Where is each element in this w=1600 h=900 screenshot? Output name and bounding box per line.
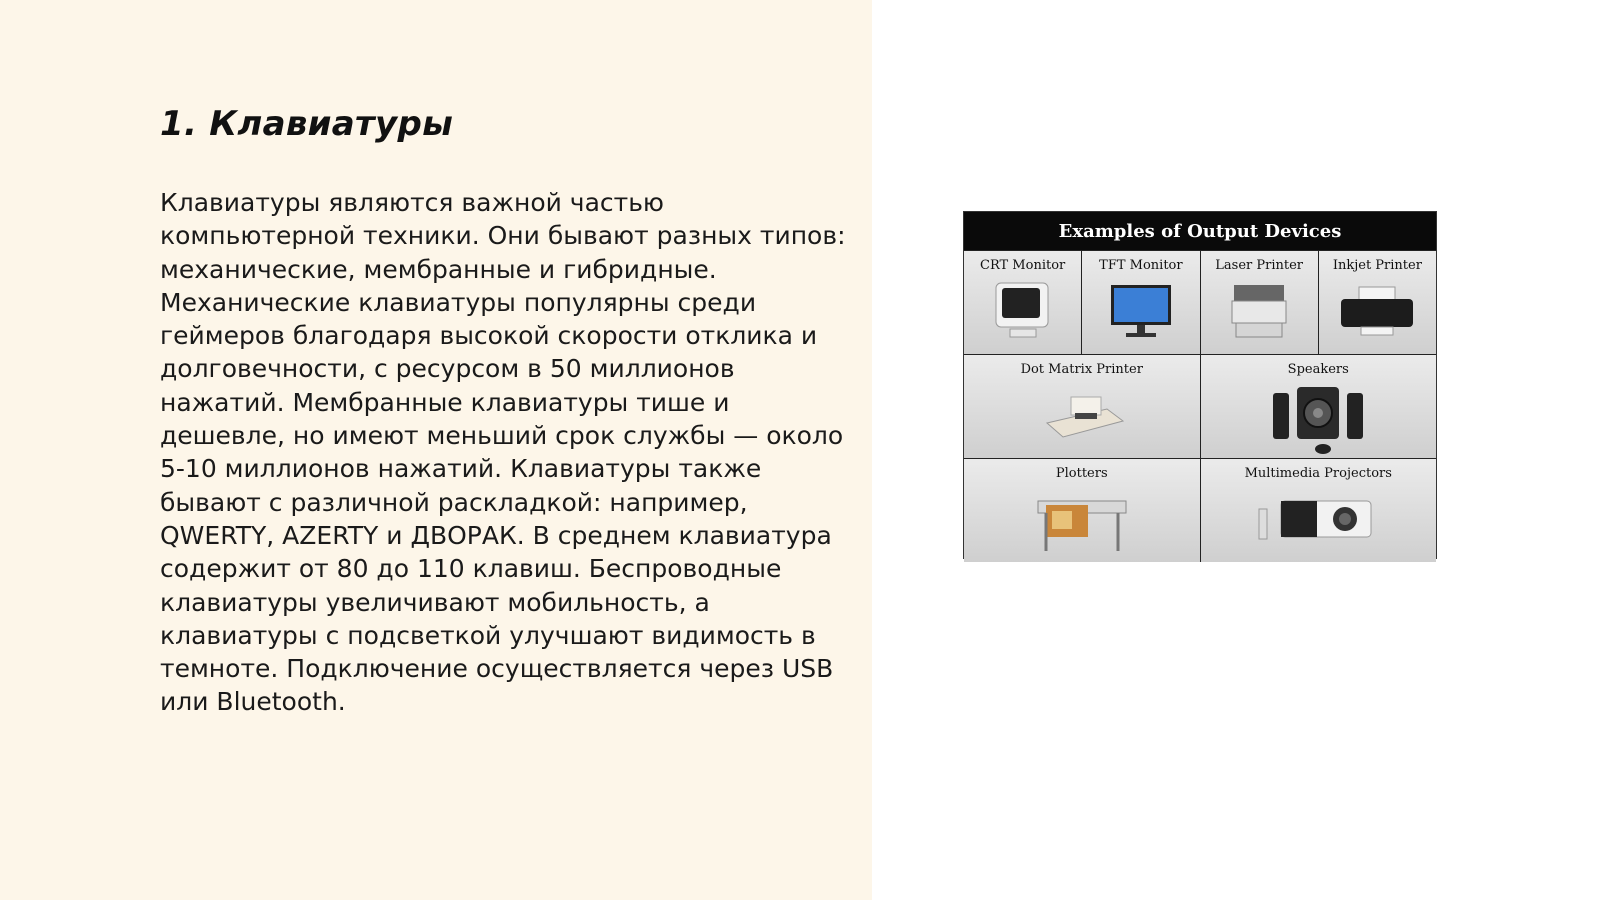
cell-inkjet-printer — [1318, 251, 1436, 354]
cell-crt-monitor — [964, 251, 1081, 354]
cell-label: CRT Monitor — [980, 258, 1066, 273]
cell-speakers — [1200, 355, 1437, 458]
figure-row-1 — [964, 250, 1436, 354]
figure-row-3 — [964, 458, 1436, 562]
output-devices-figure — [963, 211, 1437, 559]
tft-monitor-icon — [1106, 279, 1176, 341]
cell-label: TFT Monitor — [1099, 258, 1183, 273]
slide-title: 1. Клавиатуры — [160, 104, 454, 144]
cell-label: Laser Printer — [1215, 258, 1303, 273]
figure-row-2 — [964, 354, 1436, 458]
cell-laser-printer — [1200, 251, 1318, 354]
cell-label: Plotters — [1055, 466, 1108, 481]
cell-tft-monitor — [1081, 251, 1199, 354]
inkjet-printer-icon — [1337, 279, 1417, 341]
cell-multimedia-projectors — [1200, 459, 1437, 562]
cell-label: Dot Matrix Printer — [1020, 362, 1143, 377]
cell-dot-matrix-printer — [964, 355, 1200, 458]
cell-label: Multimedia Projectors — [1244, 466, 1392, 481]
projector-icon — [1253, 487, 1383, 549]
plotter-icon — [1032, 487, 1132, 557]
figure-header: Examples of Output Devices — [964, 212, 1436, 250]
cell-plotters — [964, 459, 1200, 562]
laser-printer-icon — [1224, 279, 1294, 341]
speakers-icon — [1263, 383, 1373, 457]
dot-matrix-printer-icon — [1037, 383, 1127, 445]
crt-monitor-icon — [988, 279, 1058, 341]
cell-label: Inkjet Printer — [1332, 258, 1422, 273]
cell-label: Speakers — [1287, 362, 1349, 377]
slide-body-text: Клавиатуры являются важной частью компьютерной техники. Они бывают разных типов: механические, мембранные и гибридные. Механические клавиатуры популярны среди геймеров благодаря высокой скорости отклика и долговечности, с ресурсом в 50 миллионов нажатий. Мембранные клавиатуры тише и дешевле, но имеют меньший срок службы — около 5-10 миллионов нажатий. Клавиатуры также бывают с различной раскладкой: например, QWERTY, AZERTY и ДВОРАК. В среднем клавиатура содержит от 80 до 110 клавиш. Беспроводные клавиатуры увеличивают мобильность, а клавиатуры с подсветкой улучшают видимость в темноте. Подключение осуществляется через USB или Bluetooth. — [160, 188, 846, 717]
